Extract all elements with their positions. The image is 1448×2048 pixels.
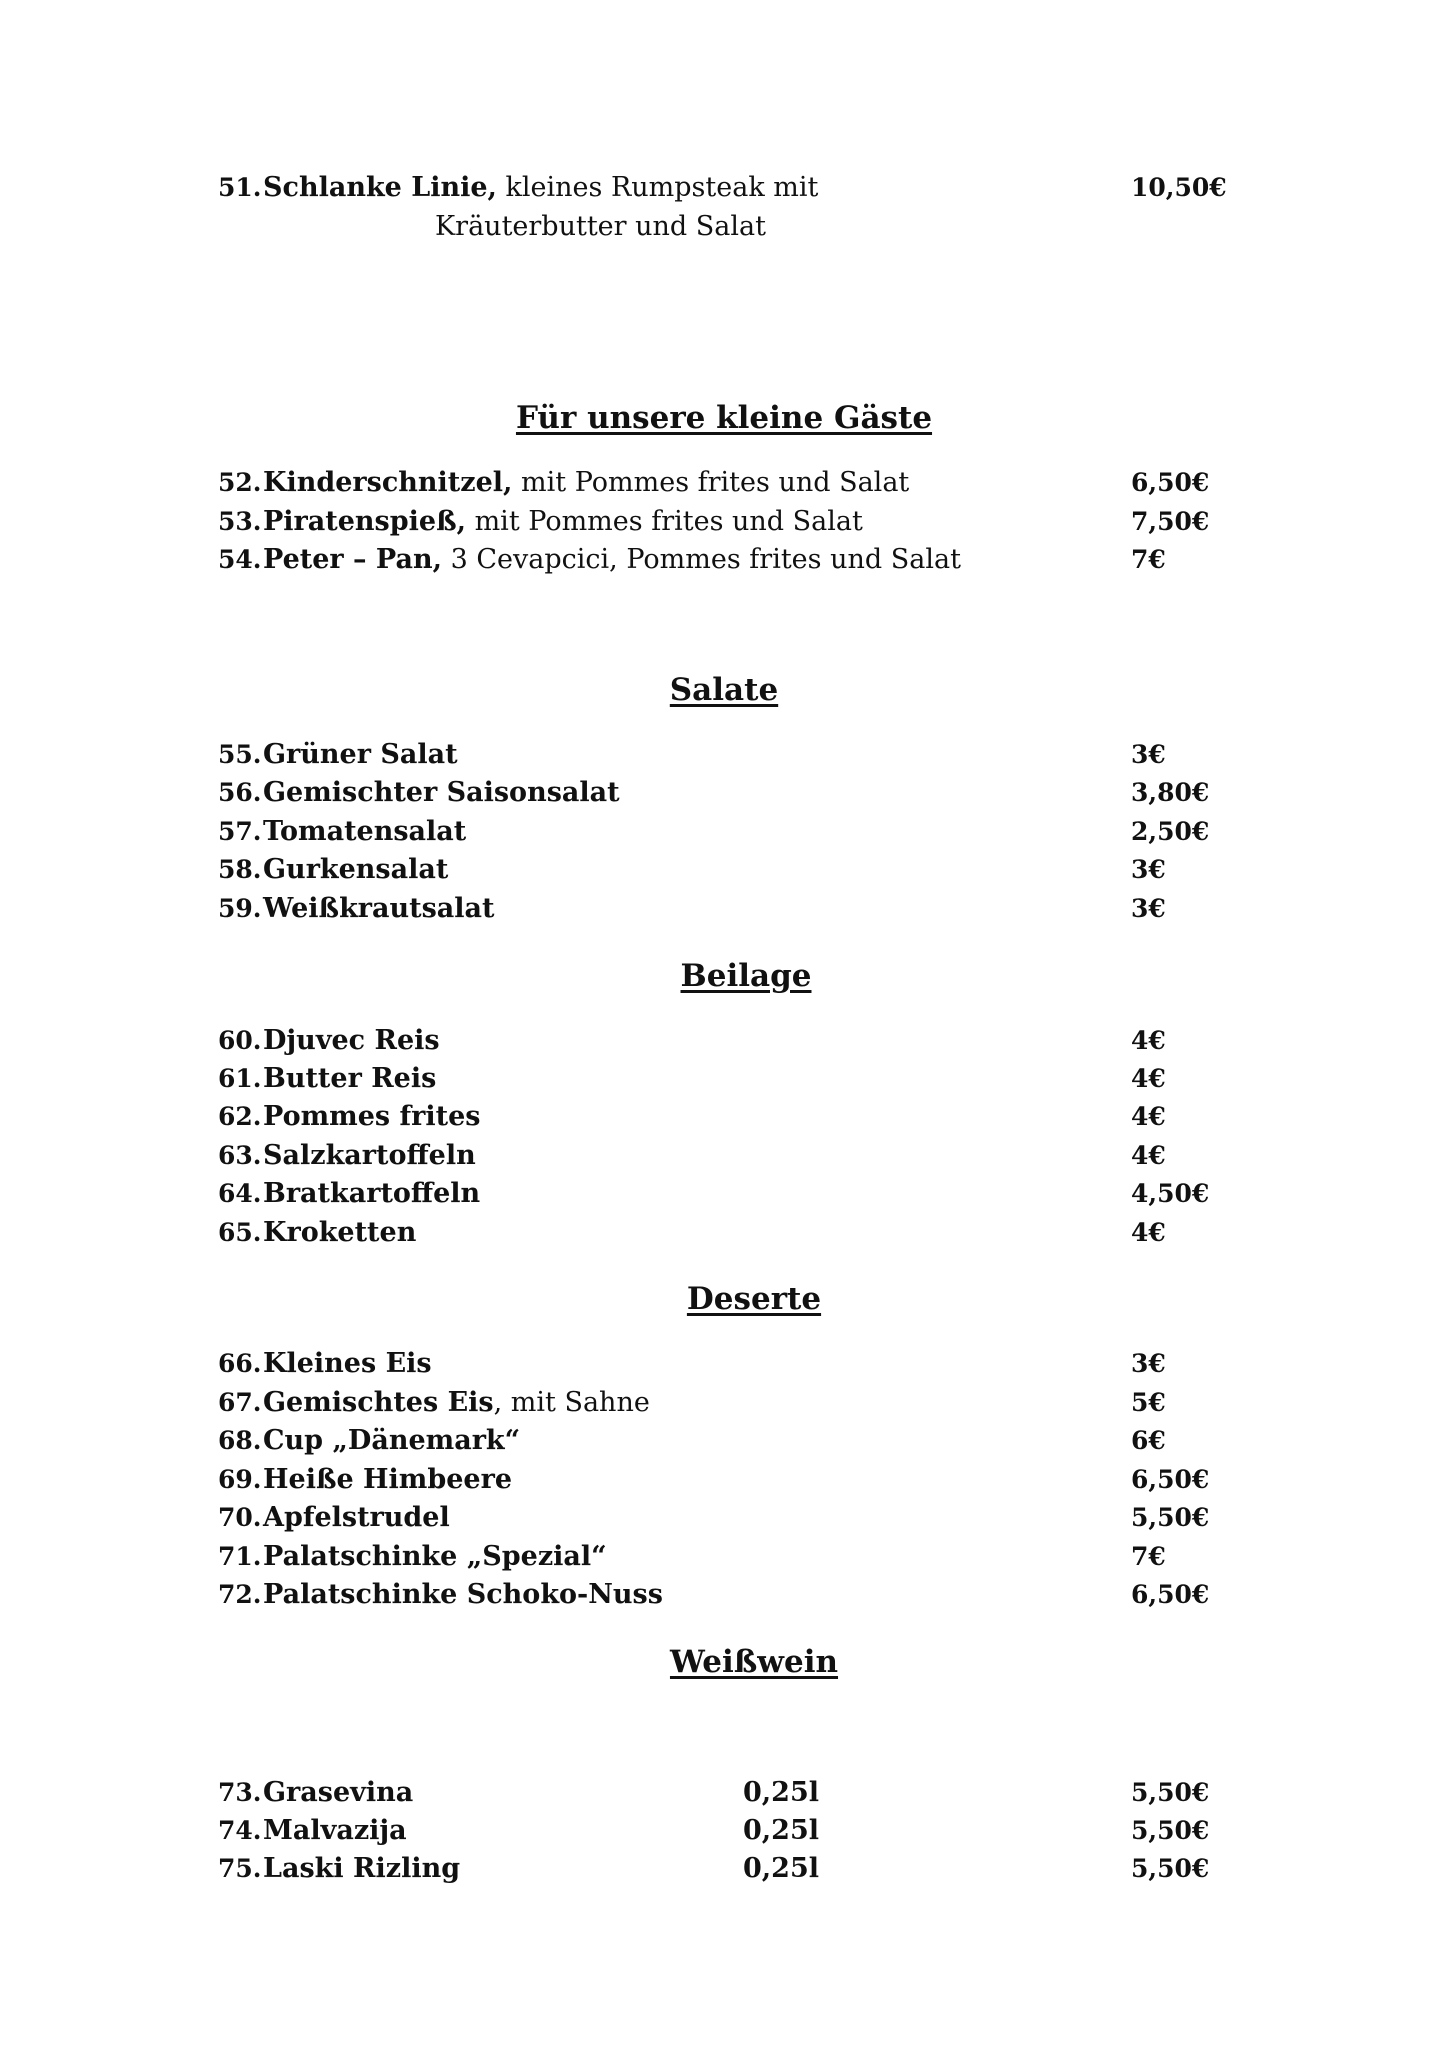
item-number: 61. — [218, 1064, 262, 1093]
item-number: 53. — [218, 507, 262, 536]
item-number: 67. — [218, 1388, 262, 1417]
item-number: 56. — [218, 778, 262, 807]
item-description: kleines Rumpsteak mit — [496, 172, 819, 203]
item-price: 6,50€ — [1131, 1580, 1210, 1609]
section-heading-beilage: Beilage — [680, 958, 812, 994]
item-price: 6,50€ — [1131, 468, 1210, 497]
section-heading-deserte: Deserte — [686, 1281, 822, 1317]
item-price: 4€ — [1131, 1218, 1166, 1247]
item-number: 60. — [218, 1026, 262, 1055]
item-price: 5,50€ — [1131, 1778, 1210, 1807]
item-number: 73. — [218, 1778, 262, 1807]
item-name: Weißkrautsalat — [263, 893, 495, 924]
item-number: 68. — [218, 1426, 262, 1455]
item-number: 62. — [218, 1102, 262, 1131]
item-number: 71. — [218, 1542, 262, 1571]
item-name: Kinderschnitzel, — [263, 467, 513, 498]
item-volume: 0,25l — [743, 1853, 820, 1884]
item-price: 3€ — [1131, 740, 1166, 769]
item-number: 57. — [218, 817, 262, 846]
item-name: Pommes frites — [263, 1101, 481, 1132]
item-name: Laski Rizling — [263, 1853, 461, 1884]
item-number: 58. — [218, 855, 262, 884]
item-price: 10,50€ — [1131, 173, 1227, 202]
section-heading-weisswein: Weißwein — [669, 1644, 839, 1680]
section-heading-salate: Salate — [669, 672, 779, 708]
item-name: Cup „Dänemark“ — [263, 1425, 521, 1456]
item-price: 4€ — [1131, 1141, 1166, 1170]
item-name: Bratkartoffeln — [263, 1178, 481, 1209]
item-name: Peter – Pan, — [263, 544, 443, 575]
item-name: Malvazija — [263, 1815, 407, 1846]
item-number: 64. — [218, 1179, 262, 1208]
item-description-continued: Kräuterbutter und Salat — [435, 211, 766, 242]
item-name: Gurkensalat — [263, 854, 449, 885]
item-number: 69. — [218, 1465, 262, 1494]
item-price: 5,50€ — [1131, 1854, 1210, 1883]
section-heading-kinder: Für unsere kleine Gäste — [515, 400, 933, 436]
item-price: 4,50€ — [1131, 1179, 1210, 1208]
item-name: Salzkartoffeln — [263, 1140, 476, 1171]
item-number: 74. — [218, 1816, 262, 1845]
item-price: 4€ — [1131, 1064, 1166, 1093]
item-price: 3€ — [1131, 855, 1166, 884]
item-name: Gemischtes Eis — [263, 1387, 494, 1418]
item-description: 3 Cevapcici, Pommes frites und Salat — [442, 544, 961, 575]
item-price: 3€ — [1131, 1349, 1166, 1378]
item-name: Kroketten — [263, 1217, 417, 1248]
item-name: Grüner Salat — [263, 739, 458, 770]
item-name: Palatschinke Schoko-Nuss — [263, 1579, 663, 1610]
item-price: 5,50€ — [1131, 1816, 1210, 1845]
item-price: 6,50€ — [1131, 1465, 1210, 1494]
item-name: Djuvec Reis — [263, 1025, 440, 1056]
item-name: Tomatensalat — [263, 816, 467, 847]
item-number: 52. — [218, 468, 262, 497]
item-name: Piratenspieß, — [263, 506, 466, 537]
item-name: Gemischter Saisonsalat — [263, 777, 620, 808]
item-number: 51. — [218, 173, 262, 202]
item-price: 6€ — [1131, 1426, 1166, 1455]
item-name: Grasevina — [263, 1777, 414, 1808]
item-name: Butter Reis — [263, 1063, 437, 1094]
item-price: 4€ — [1131, 1102, 1166, 1131]
item-volume: 0,25l — [743, 1815, 820, 1846]
item-price: 4€ — [1131, 1026, 1166, 1055]
item-name: Heiße Himbeere — [263, 1464, 513, 1495]
item-price: 5,50€ — [1131, 1503, 1210, 1532]
item-price: 3,80€ — [1131, 778, 1210, 807]
item-number: 59. — [218, 894, 262, 923]
item-name: Schlanke Linie, — [263, 172, 497, 203]
item-number: 54. — [218, 545, 262, 574]
item-description: mit Pommes frites und Salat — [512, 467, 910, 498]
item-number: 66. — [218, 1349, 262, 1378]
item-price: 7€ — [1131, 1542, 1166, 1571]
item-description: , mit Sahne — [493, 1387, 650, 1418]
item-price: 2,50€ — [1131, 817, 1210, 846]
item-number: 55. — [218, 740, 262, 769]
item-price: 5€ — [1131, 1388, 1166, 1417]
item-price: 7€ — [1131, 545, 1166, 574]
item-name: Palatschinke „Spezial“ — [263, 1541, 607, 1572]
item-number: 70. — [218, 1503, 262, 1532]
item-volume: 0,25l — [743, 1777, 820, 1808]
item-number: 65. — [218, 1218, 262, 1247]
item-price: 3€ — [1131, 894, 1166, 923]
item-name: Kleines Eis — [263, 1348, 432, 1379]
item-number: 63. — [218, 1141, 262, 1170]
item-price: 7,50€ — [1131, 507, 1210, 536]
item-number: 75. — [218, 1854, 262, 1883]
item-number: 72. — [218, 1580, 262, 1609]
item-description: mit Pommes frites und Salat — [466, 506, 863, 537]
item-name: Apfelstrudel — [263, 1502, 450, 1533]
